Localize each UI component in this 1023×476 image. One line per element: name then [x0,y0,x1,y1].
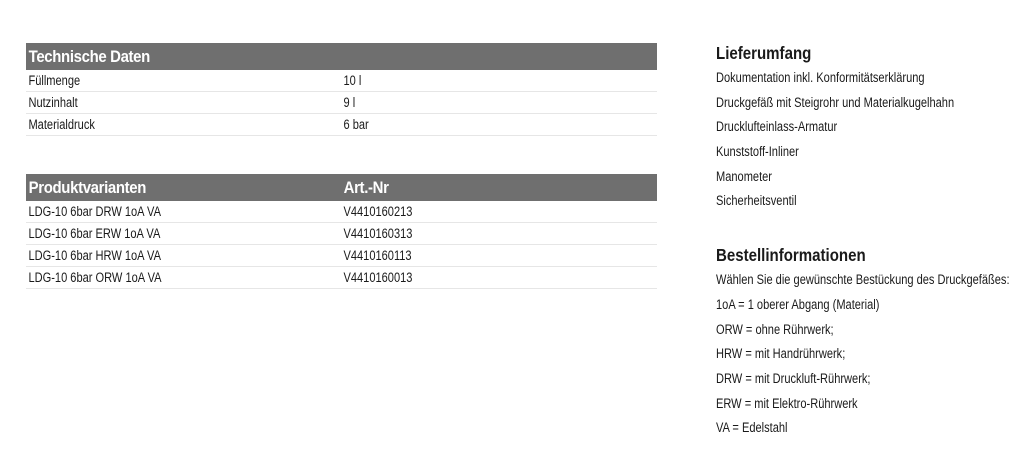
list-item: Wählen Sie die gewünschte Bestückung des Druckgefäßes: [716,272,1010,288]
scope-of-delivery-title: Lieferumfang [716,43,812,63]
variant-name: LDG-10 6bar DRW 1oA VA [28,204,161,219]
right-column [716,40,1016,441]
list-item: Kunststoff-Inliner [716,144,799,160]
variant-article-number: V4410160013 [343,270,413,285]
list-item: Drucklufteinlass-Armatur [716,119,838,135]
table-row [26,245,657,267]
table-row [26,223,657,245]
variant-name: LDG-10 6bar HRW 1oA VA [28,248,161,263]
list-item: VA = Edelstahl [716,420,788,436]
product-variants-header [26,174,657,201]
list-item: ERW = mit Elektro-Rührwerk [716,395,858,411]
list-item: DRW = mit Druckluft-Rührwerk; [716,370,871,386]
table-row [26,267,657,289]
variant-article-number: V4410160213 [343,204,413,219]
scope-of-delivery-section [716,40,1016,214]
variant-name: LDG-10 6bar ERW 1oA VA [28,226,161,241]
list-item: 1oA = 1 oberer Abgang (Material) [716,296,880,312]
variants-article-header: Art.-Nr [343,178,389,197]
table-row [26,70,657,92]
spec-value: 9 l [343,95,356,110]
variant-article-number: V4410160113 [343,248,412,263]
variant-name: LDG-10 6bar ORW 1oA VA [28,270,162,285]
table-row [26,201,657,223]
left-column [26,43,657,289]
list-item: Dokumentation inkl. Konformitätserklärung [716,70,925,85]
order-info-title: Bestellinformationen [716,245,866,266]
table-row [26,114,657,136]
list-item: ORW = ohne Rührwerk; [716,321,834,337]
spec-label: Materialdruck [28,117,95,132]
spec-value: 6 bar [343,117,369,132]
technical-data-header [26,43,657,70]
table-row [26,92,657,114]
variants-name-header: Produktvarianten [28,178,147,197]
technical-data-table [26,43,657,136]
product-variants-table [26,174,657,289]
spec-label: Füllmenge [28,73,81,88]
variant-article-number: V4410160313 [343,226,413,241]
order-info-section [716,242,1016,441]
list-item: Druckgefäß mit Steigrohr und Materialkugelhahn [716,94,955,110]
list-item: HRW = mit Handrührwerk; [716,346,846,362]
list-item: Manometer [716,168,772,184]
technical-data-title: Technische Daten [28,47,150,66]
spec-label: Nutzinhalt [28,95,78,110]
list-item: Sicherheitsventil [716,193,797,209]
spec-value: 10 l [343,73,362,88]
